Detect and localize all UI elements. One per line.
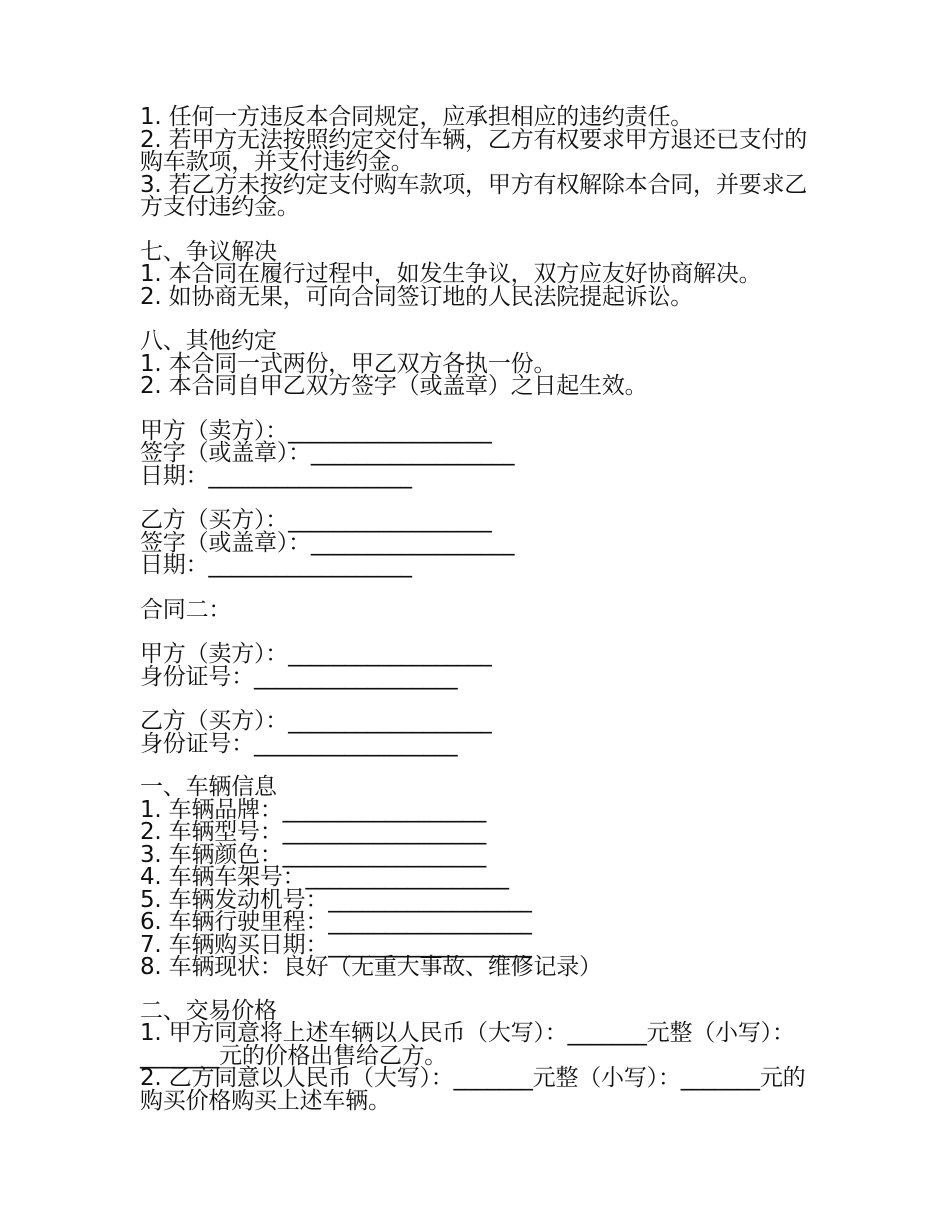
vehicle-item: 6. 车辆行驶里程：__________________ [140, 909, 532, 935]
breach-item-3: 3. 若乙方未按约定支付购车款项，甲方有权解除本合同，并要求乙方支付违约金。 [140, 171, 808, 220]
breach-item-2: 2. 若甲方无法按照约定交付车辆，乙方有权要求甲方退还已支付的购车款项，并支付违约金。 [140, 126, 808, 175]
vehicle-item: 3. 车辆颜色：__________________ [140, 841, 487, 868]
party-a-date-line: 日期：__________________ [140, 462, 412, 489]
section-heading-price: 二、交易价格 [140, 997, 277, 1024]
party-a-sign-line: 签字（或盖章）：__________________ [140, 440, 515, 466]
party-b-sign-line: 签字（或盖章）：__________________ [140, 529, 515, 556]
c2-party-b-id-line: 身份证号：__________________ [140, 730, 458, 757]
section-heading-vehicle: 一、车辆信息 [140, 774, 277, 800]
contract-text [140, 106, 820, 1112]
breach-item-1: 1. 任何一方违反本合同规定，应承担相应的违约责任。 [140, 104, 694, 130]
party-b-date-line: 日期：__________________ [140, 552, 412, 578]
c2-party-a-line: 甲方（卖方）：__________________ [140, 641, 492, 667]
section-heading-other: 八、其他约定 [140, 328, 277, 354]
section-heading-dispute: 七、争议解决 [140, 238, 277, 265]
vehicle-item: 1. 车辆品牌：__________________ [140, 796, 487, 823]
dispute-item-2: 2. 如协商无果，可向合同签订地的人民法院提起诉讼。 [140, 283, 694, 310]
other-item-1: 1. 本合同一式两份，甲乙双方各执一份。 [140, 350, 557, 377]
vehicle-item: 8. 车辆现状：良好（无重大事故、维修记录） [140, 954, 602, 980]
c2-party-a-id-line: 身份证号：__________________ [140, 663, 458, 690]
price-item-2: 2. 乙方同意以人民币（大写）：_______元整（小写）：_______元的购买价格购买上述车辆。 [140, 1065, 806, 1114]
vehicle-item: 4. 车辆车架号：__________________ [140, 864, 509, 890]
dispute-item-1: 1. 本合同在履行过程中，如发生争议，双方应友好协商解决。 [140, 261, 762, 287]
vehicle-item: 5. 车辆发动机号：__________________ [140, 886, 532, 913]
party-a-seller-line: 甲方（卖方）：__________________ [140, 417, 492, 444]
contract-2-title: 合同二： [140, 596, 232, 623]
party-b-buyer-line: 乙方（买方）：__________________ [140, 507, 492, 533]
c2-party-b-line: 乙方（买方）：__________________ [140, 708, 492, 734]
vehicle-item: 7. 车辆购买日期：__________________ [140, 931, 532, 958]
other-item-2: 2. 本合同自甲乙双方签字（或盖章）之日起生效。 [140, 373, 648, 399]
price-item-1: 1. 甲方同意将上述车辆以人民币（大写）：_______元整（小写）：_______元的价格出售给乙方。 [140, 1020, 795, 1069]
vehicle-item: 2. 车辆型号：__________________ [140, 819, 487, 845]
